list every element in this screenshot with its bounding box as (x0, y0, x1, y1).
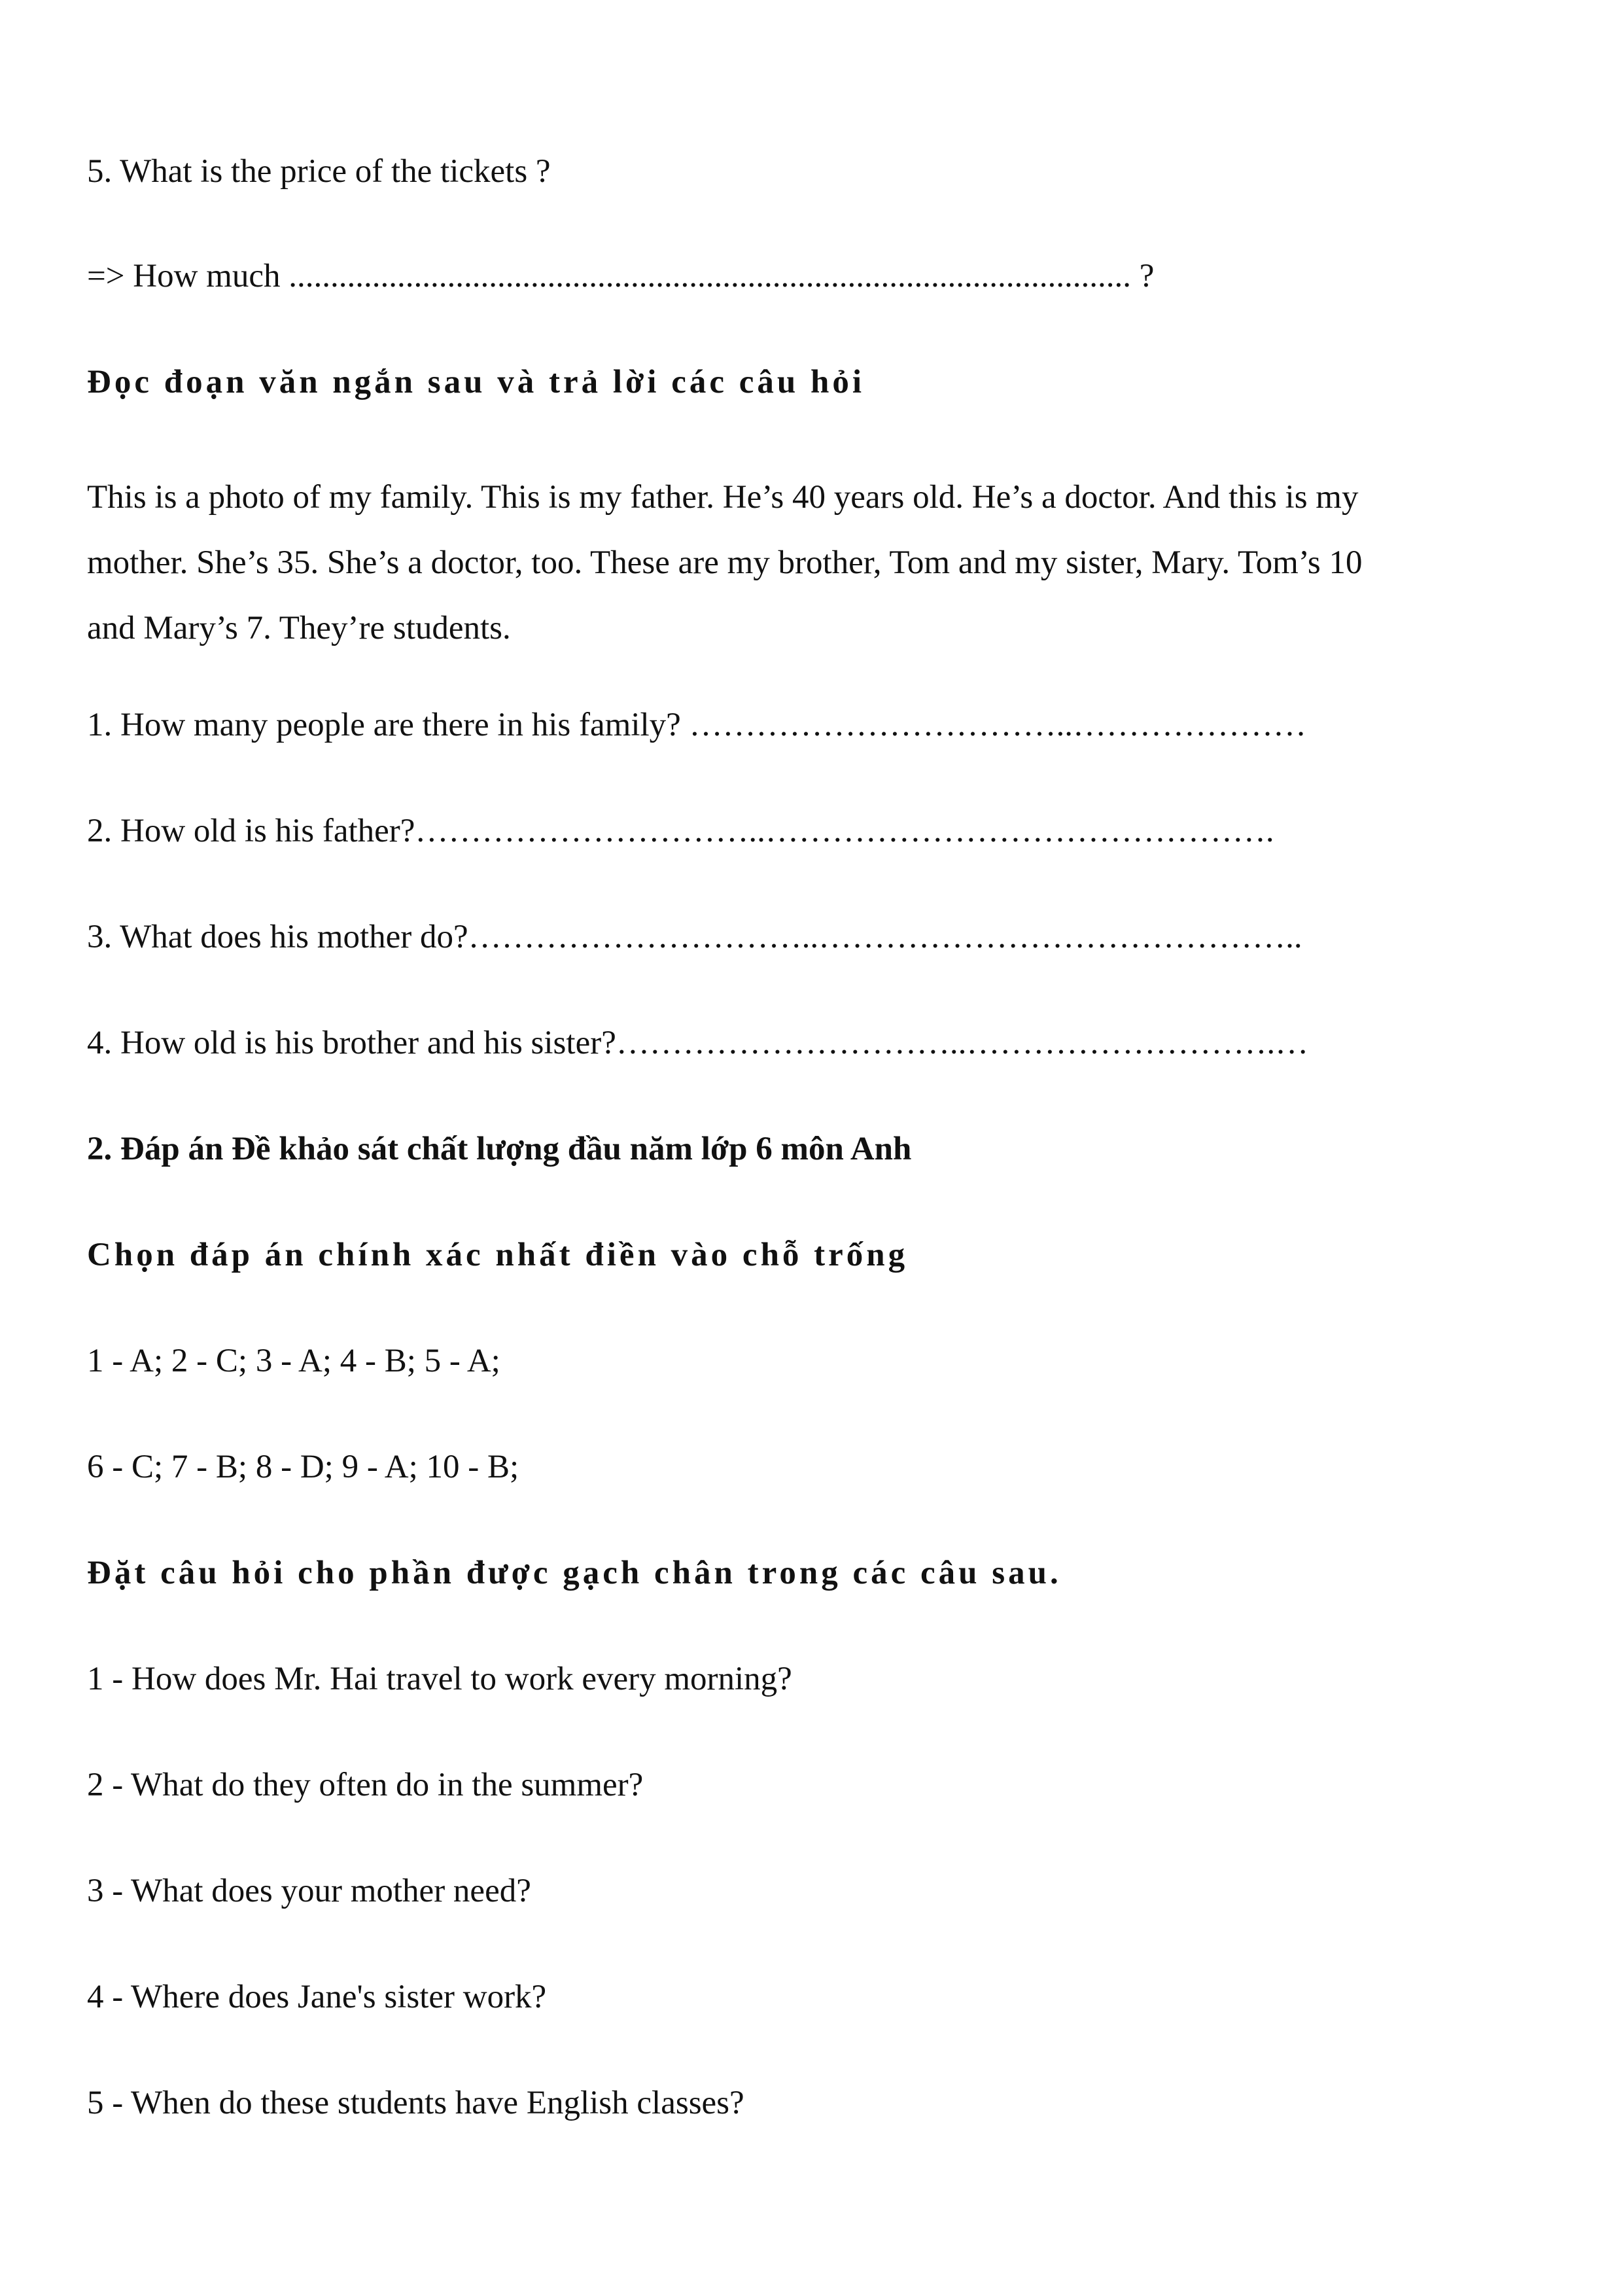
answers-part2-line-2: 2 - What do they often do in the summer? (87, 1767, 644, 1803)
passage-line: mother. She’s 35. She’s a doctor, too. These are my brother, Tom and my sister, Mary. Tom’s 10 (87, 544, 1363, 581)
reading-question-2: 2. How old is his father?…………………………..………………………………………. (87, 813, 1274, 849)
reading-question-3: 3. What does his mother do?…………………………..…………………………………….. (87, 919, 1302, 955)
reading-heading: Đọc đoạn văn ngắn sau và trả lời các câu hỏi (87, 364, 865, 400)
answers-part1-heading: Chọn đáp án chính xác nhất điền vào chỗ trống (87, 1237, 909, 1273)
answers-part1-line-1: 1 - A; 2 - C; 3 - A; 4 - B; 5 - A; (87, 1343, 500, 1379)
answers-part2-line-4: 4 - Where does Jane's sister work? (87, 1979, 547, 2015)
reading-passage (87, 465, 1559, 661)
answers-part2-line-5: 5 - When do these students have English classes? (87, 2085, 744, 2121)
question-5: 5. What is the price of the tickets ? (87, 153, 551, 190)
answers-part2-heading: Đặt câu hỏi cho phần được gạch chân trong các câu sau. (87, 1555, 1062, 1591)
answers-part2-line-1: 1 - How does Mr. Hai travel to work every morning? (87, 1661, 792, 1697)
passage-line: and Mary’s 7. They’re students. (87, 610, 511, 646)
question-5-answer-line: => How much ..................................................................................................... ? (87, 258, 1155, 294)
passage-line: This is a photo of my family. This is my father. He’s 40 years old. He’s a doctor. And this is my (87, 479, 1359, 516)
reading-question-4: 4. How old is his brother and his sister?…………………………..……………………….… (87, 1025, 1309, 1061)
reading-question-1: 1. How many people are there in his family? ……………………………..………………… (87, 707, 1307, 743)
answers-part1-line-2: 6 - C; 7 - B; 8 - D; 9 - A; 10 - B; (87, 1449, 519, 1485)
answers-title: 2. Đáp án Đề khảo sát chất lượng đầu năm lớp 6 môn Anh (87, 1131, 912, 1167)
answers-part2-line-3: 3 - What does your mother need? (87, 1873, 531, 1909)
